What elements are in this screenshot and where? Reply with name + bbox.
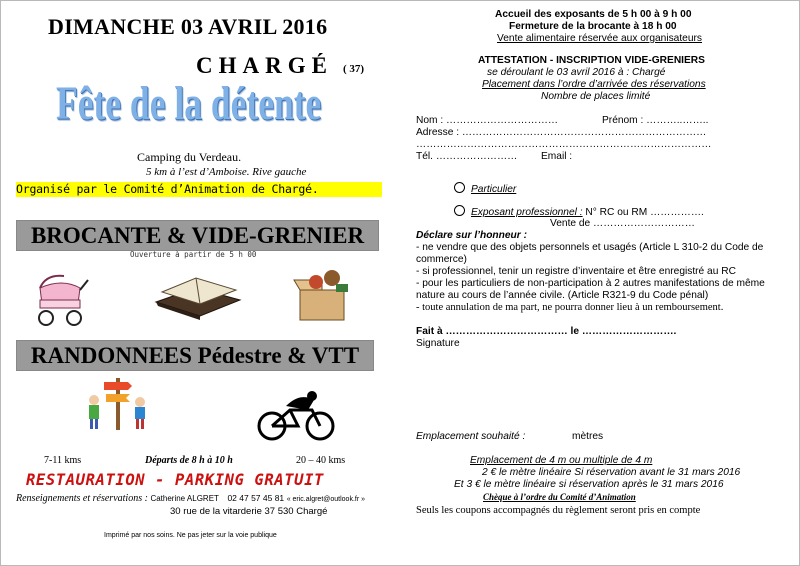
cheque-order: Chèque à l’ordre du Comité d’Animation (483, 492, 636, 502)
adresse-field[interactable]: Adresse : ……………………………………………………………… (416, 127, 707, 138)
accueil-hours: Accueil des exposants de 5 h 00 à 9 h 00 (495, 9, 692, 20)
organizer-text: Organisé par le Comité d’Animation de Chargé. (16, 182, 319, 196)
hikers-illustration (78, 372, 158, 432)
adresse-field-line2[interactable]: …………………………………………………………………………… (416, 139, 712, 150)
exposant-pro-option[interactable] (454, 205, 704, 218)
books-illustration (152, 268, 244, 324)
brocante-banner (16, 220, 379, 251)
contact-line (16, 493, 365, 504)
particulier-label: Particulier (471, 184, 517, 195)
prenom-field[interactable]: Prénom : ………..…….. (602, 115, 709, 126)
toy-box-illustration (292, 266, 356, 324)
metres-label: mètres (572, 431, 604, 442)
contact-email: « eric.algret@outlook.fr » (286, 496, 365, 503)
placement-line: Placement dans l’ordre d’arrivée des réservations (482, 79, 706, 90)
tel-field[interactable]: Tél. …………………… (416, 151, 518, 162)
fait-a-field[interactable]: Fait à ……………………………… le ………………………. (416, 326, 677, 337)
restauration-parking: RESTAURATION - PARKING GRATUIT (26, 471, 324, 489)
randonnees-banner-text: RANDONNEES Pédestre & VTT (30, 343, 360, 368)
fermeture-hours: Fermeture de la brocante à 18 h 00 (509, 21, 677, 32)
declaration-1: - ne vendre que des objets personnels et usagés (Article L 310-2 du Code de (416, 242, 764, 253)
coupons-note: Seuls les coupons accompagnés du règlement seront pris en compte (416, 505, 701, 516)
signature-label: Signature (416, 338, 460, 349)
camping-location: 5 km à l’est d’Amboise. Rive gauche (146, 166, 307, 178)
camping-name: Camping du Verdeau. (137, 150, 242, 164)
town-name: CHARGÉ (196, 53, 333, 78)
email-field[interactable]: Email : (541, 151, 573, 162)
contact-name: Catherine ALGRET (150, 494, 219, 503)
opening-time: Ouverture à partir de 5 h 00 (130, 250, 257, 259)
contact-phone: 02 47 57 45 81 (227, 493, 285, 503)
declaration-3: - pour les particuliers de non-participation à 2 autres manifestations de même (416, 278, 765, 289)
event-date: DIMANCHE 03 AVRIL 2016 (48, 14, 328, 39)
contact-address: 30 rue de la vitarderie 37 530 Chargé (170, 506, 328, 517)
price-before: 2 € le mètre linéaire Si réservation avant le 31 mars 2016 (482, 467, 741, 478)
nom-field[interactable]: Nom : …………………………… (416, 115, 559, 126)
print-footer: Imprimé par nos soins. Ne pas jeter sur la voie publique (104, 532, 277, 539)
declaration-1b: commerce) (416, 254, 467, 265)
attestation-title: ATTESTATION - INSCRIPTION VIDE-GRENIERS (478, 55, 705, 66)
price-after: Et 3 € le mètre linéaire si réservation après le 31 mars 2016 (454, 479, 724, 490)
contact-label: Renseignements et réservations : (16, 493, 148, 504)
pram-illustration (32, 270, 92, 328)
vente-de-field[interactable]: Vente de ………………………… (550, 218, 695, 229)
declaration-3b: nature au cours de l’année civile. (Article R321-9 du Code pénal) (416, 290, 709, 301)
randonnees-banner (16, 340, 374, 371)
bike-distance: 20 – 40 kms (296, 455, 346, 466)
department-number: ( 37) (343, 63, 365, 75)
event-title: Fête de la détente (56, 77, 322, 130)
rc-field[interactable]: N° RC ou RM ……………. (585, 207, 704, 218)
exposant-pro-radio[interactable] (454, 205, 465, 216)
declaration-4: - toute annulation de ma part, ne pourra donner lieu à un remboursement. (416, 302, 724, 313)
places-limitees: Nombre de places limité (541, 91, 651, 102)
exposant-pro-label: Exposant professionnel : (471, 207, 583, 218)
cyclist-illustration (256, 388, 338, 442)
departure-times: Départs de 8 h à 10 h (145, 455, 233, 466)
organizer-line (16, 182, 382, 197)
declaration-2: - si professionnel, tenir un registre d’inventaire et être enregistré au RC (416, 266, 736, 277)
deroulant-line: se déroulant le 03 avril 2016 à : Chargé (487, 67, 666, 78)
brocante-banner-text: BROCANTE & VIDE-GRENIER (30, 223, 365, 248)
declaration-heading: Déclare sur l’honneur : (416, 230, 527, 241)
particulier-option[interactable] (454, 182, 516, 195)
emplacement-4m: Emplacement de 4 m ou multiple de 4 m (470, 455, 653, 466)
particulier-radio[interactable] (454, 182, 465, 193)
vente-alimentaire: Vente alimentaire réservée aux organisateurs (497, 33, 702, 44)
emplacement-souhaite[interactable]: Emplacement souhaité : (416, 431, 526, 442)
walk-distance: 7-11 kms (44, 455, 82, 466)
